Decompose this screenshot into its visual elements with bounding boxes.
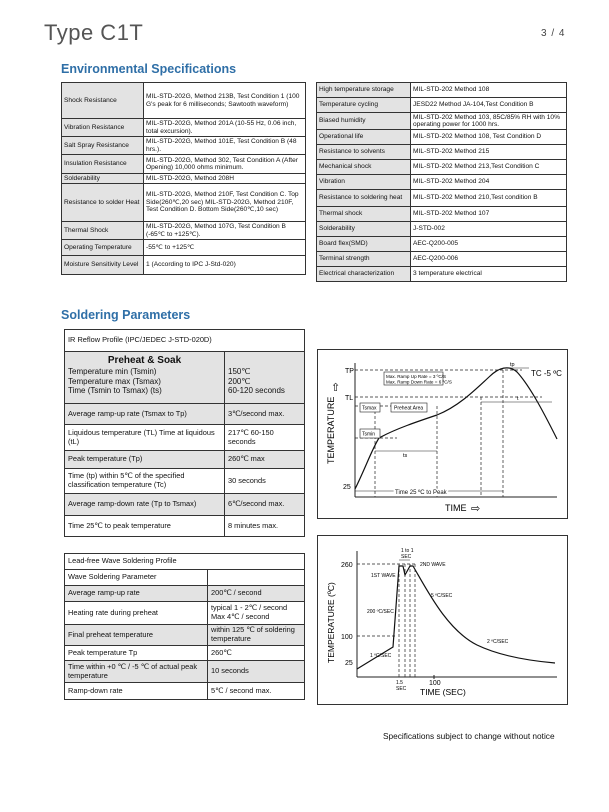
table-row: Final preheat temperature within 125 ℃ of soldering temperature xyxy=(65,625,305,646)
y-tick-260: 260 xyxy=(341,562,353,569)
table-row: Temperature cycling JESD22 Method JA-104,Test Condition B xyxy=(317,98,567,113)
table-row: Operational life MIL-STD-202 Method 108, Test Condition D xyxy=(317,130,567,145)
table-row: Biased humidity MIL-STD-202 Method 103, 85C/85% RH with 10% operating power for 1000 hrs. xyxy=(317,113,567,130)
table-row: Resistance to solder Heat MIL-STD-202G, Method 210F, Test Condition C. Top Side(260℃,20 sec) MIL-STD-202G, Method 210F, Test Condition D. Bottom Side(260℃,10 sec) xyxy=(62,184,306,222)
rate-5-label: 5 ºC/SEC xyxy=(431,593,453,599)
table-row: Peak temperature Tp 260℃ xyxy=(65,646,305,661)
second-wave-label: 2ND WAVE xyxy=(420,562,446,568)
wave-table xyxy=(64,553,305,700)
x-tick-100: 100 xyxy=(429,680,441,687)
footer-note: Specifications subject to change without notice xyxy=(383,731,555,741)
table-row: Peak temperature (Tp) 260℃ max xyxy=(65,451,305,469)
env-heading: Environmental Specifications xyxy=(61,62,237,76)
solder-heading: Soldering Parameters xyxy=(61,308,191,322)
tl-label: t xyxy=(517,396,519,402)
table-row: Average ramp-up rate 200℃ / second xyxy=(65,586,305,602)
table-row: Time 25℃ to peak temperature 8 minutes max. xyxy=(65,516,305,537)
table-row: Heating rate during preheat typical 1 - 2℃ / second Max 4℃ / second xyxy=(65,602,305,625)
sec-label: SEC xyxy=(401,554,412,560)
sec-bottom-label: SEC xyxy=(396,686,407,692)
table-row: IR Reflow Profile (IPC/JEDEC J-STD-020D) xyxy=(65,330,305,352)
table-row: Board flex(SMD) AEC-Q200-005 xyxy=(317,237,567,252)
table-row: Thermal Shock MIL-STD-202G, Method 107G, Test Condition B (-65℃ to +125℃). xyxy=(62,222,306,240)
table-row: Mechanical shock MIL-STD-202 Method 213,Test Condition C xyxy=(317,160,567,175)
table-row: Solderability J-STD-002 xyxy=(317,222,567,237)
table-row: Ramp-down rate 5℃ / second max. xyxy=(65,683,305,700)
tp-time-label: tp xyxy=(510,362,515,368)
table-row: High temperature storage MIL-STD-202 Method 108 xyxy=(317,83,567,98)
table-row: Time within +0 ℃ / -5 ℃ of actual peak temperature 10 seconds xyxy=(65,661,305,683)
table-row: Average ramp-down rate (Tp to Tsmax) 6℃/second max. xyxy=(65,494,305,516)
table-row: Solderability MIL-STD-202G, Method 208H xyxy=(62,174,306,184)
table-row: Vibration MIL-STD-202 Method 204 xyxy=(317,175,567,190)
page-title: Type C1T xyxy=(44,20,144,45)
y-25-label: 25 xyxy=(343,484,351,491)
y-axis-title: TEMPERATURE (ºC) xyxy=(326,582,336,663)
tsmin-label: Tsmin xyxy=(362,431,376,438)
ramp-up-label: Max. Ramp Up Rate = 3 ºC/S xyxy=(386,374,447,379)
x-axis-title: TIME (SEC) xyxy=(420,687,466,697)
table-row: Liquidous temperature (TL) Time at liquidous (tL) 217℃ 60-150 seconds xyxy=(65,425,305,451)
table-row: Thermal shock MIL-STD-202 Method 107 xyxy=(317,207,567,222)
table-row: Resistance to solvents MIL-STD-202 Method 215 xyxy=(317,145,567,160)
table-row: Shock Resistance MIL-STD-202G, Method 213B, Test Condition 1 (100 G's peak for 6 milliseconds; Sawtooth waveform) xyxy=(62,83,306,119)
table-row: Terminal strength AEC-Q200-006 xyxy=(317,252,567,267)
tsmax-label: Tsmax xyxy=(362,405,377,412)
table-row: Vibration Resistance MIL-STD-202G, Method 201A (10-55 Hz, 0.06 inch, total excursion). xyxy=(62,119,306,137)
ts-label: ts xyxy=(403,453,408,459)
rate-2-label: 2 ºC/SEC xyxy=(487,639,509,645)
preheat-area-label: Preheat Area xyxy=(394,405,424,412)
up-arrow-icon: ⇧ xyxy=(331,382,341,394)
table-row: Insulation Resistance MIL-STD-202G, Method 302, Test Condition A (After Opening) 10,000 ohms minimum. xyxy=(62,155,306,174)
first-wave-label: 1ST WAVE xyxy=(371,573,396,579)
reflow-profile-diagram xyxy=(317,349,568,519)
table-row: Time (tp) within 5℃ of the specified classification temperature (Tc) 30 seconds xyxy=(65,469,305,494)
wave-profile-diagram xyxy=(317,535,568,705)
y-tick-25: 25 xyxy=(345,660,353,667)
tp-label: TP xyxy=(345,368,354,375)
table-row: Resistance to soldering heat MIL-STD-202 Method 210,Test condition B xyxy=(317,190,567,207)
rate-1-label: 1 ºC/SEC xyxy=(370,653,392,659)
reflow-table xyxy=(64,329,305,537)
table-row: Lead-free Wave Soldering Profile xyxy=(65,554,305,570)
table-row: Operating Temperature -55℃ to +125℃ xyxy=(62,240,306,256)
x-axis-title: TIME xyxy=(445,503,467,513)
right-arrow-icon: ⇨ xyxy=(471,503,481,515)
table-row: Average ramp-up rate (Tsmax to Tp) 3℃/second max. xyxy=(65,404,305,425)
time-to-peak-label: Time 25 ºC to Peak xyxy=(395,490,447,496)
rate-200-label: 200 ºC/SEC xyxy=(367,609,394,615)
env-right-table xyxy=(316,82,567,282)
table-row: Salt Spray Resistance MIL-STD-202G, Method 101E, Test Condition B (48 hrs.). xyxy=(62,137,306,155)
table-row: Moisture Sensitivity Level 1 (According to IPC J-Std-020) xyxy=(62,256,306,275)
one-to-one-label: 1 to 1 xyxy=(401,548,414,554)
one-point-five-label: 1.5 xyxy=(396,680,403,686)
diagram-frame xyxy=(318,536,568,705)
table-row: Preheat & Soak Temperature min (Tsmin) Temperature max (Tsmax) Time (Tsmin to Tsmax) (ts) 150℃ 200℃ 60-120 seconds xyxy=(65,352,305,404)
env-left-table xyxy=(61,82,306,275)
ramp-down-label: Max. Ramp Down Rate = 6 ºC/S xyxy=(386,379,452,385)
y-axis-title: TEMPERATURE xyxy=(326,396,336,464)
y-tick-100: 100 xyxy=(341,634,353,641)
table-row: Wave Soldering Parameter xyxy=(65,570,305,586)
page-number: 3 / 4 xyxy=(541,28,566,39)
tl-level-label: TL xyxy=(345,395,354,402)
table-row: Electrical characterization 3 temperature electrical xyxy=(317,267,567,282)
tc-label: TC -5 ºC xyxy=(531,369,562,378)
